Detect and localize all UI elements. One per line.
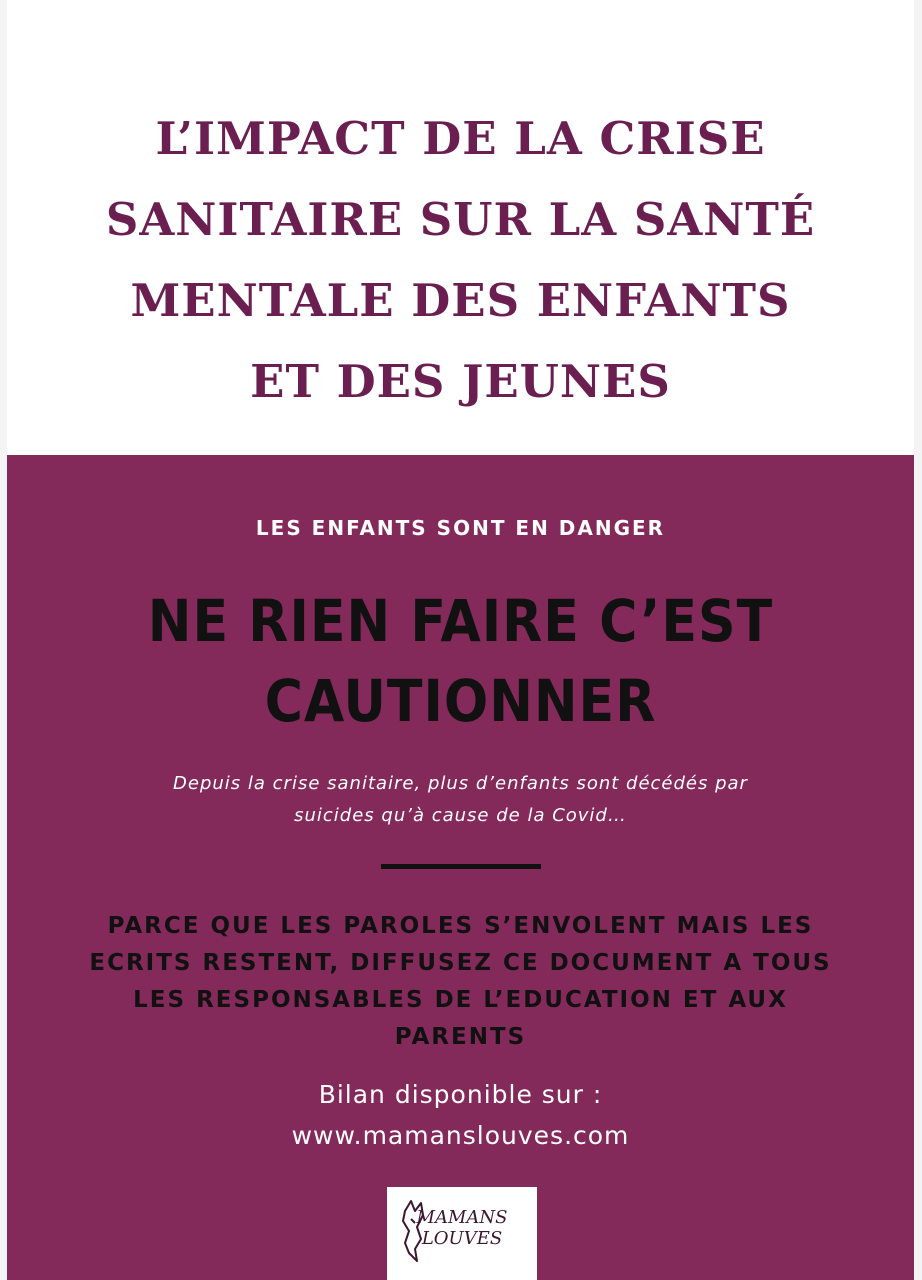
cta-line-2: ECRITS RESTENT, DIFFUSEZ CE DOCUMENT A TOUS: [89, 950, 832, 976]
logo-line-1: MAMANS: [416, 1207, 508, 1228]
headline-line-2: CAUTIONNER: [264, 667, 657, 735]
cta-line-3: LES RESPONSABLES DE L’EDUCATION ET AUX: [133, 987, 788, 1013]
header-section: [7, 0, 914, 455]
bilan-url-link[interactable]: www.mamanslouves.com: [291, 1121, 630, 1150]
main-title-line-4: ET DES JEUNES: [250, 355, 671, 408]
headline: [27, 581, 894, 741]
page-edge-left: [0, 0, 7, 1280]
subtitle-line-2: suicides qu’à cause de la Covid…: [294, 805, 627, 826]
content-band: [7, 455, 914, 1280]
divider-line: [381, 864, 541, 869]
cta-line-1: PARCE QUE LES PAROLES S’ENVOLENT MAIS LES: [107, 913, 814, 939]
main-title-line-3: MENTALE DES ENFANTS: [130, 274, 791, 327]
main-title: [47, 98, 874, 422]
subtitle-line-1: Depuis la crise sanitaire, plus d’enfants sont décédés par: [173, 773, 748, 794]
logo-text: [387, 1207, 537, 1249]
logo-line-2: LOUVES: [421, 1228, 503, 1249]
cta-line-4: PARENTS: [394, 1024, 527, 1050]
page-edge-right: [914, 0, 922, 1280]
bilan-block: [7, 1074, 914, 1156]
bilan-label: Bilan disponible sur :: [318, 1080, 603, 1109]
main-title-line-2: SANITAIRE SUR LA SANTÉ: [105, 193, 816, 246]
kicker-text: LES ENFANTS SONT EN DANGER: [255, 516, 666, 540]
mamans-louves-logo: [387, 1187, 537, 1280]
main-title-line-1: L’IMPACT DE LA CRISE: [155, 112, 766, 165]
subtitle: [127, 768, 794, 832]
call-to-action: [67, 908, 854, 1056]
headline-line-1: NE RIEN FAIRE C’EST: [147, 587, 774, 655]
